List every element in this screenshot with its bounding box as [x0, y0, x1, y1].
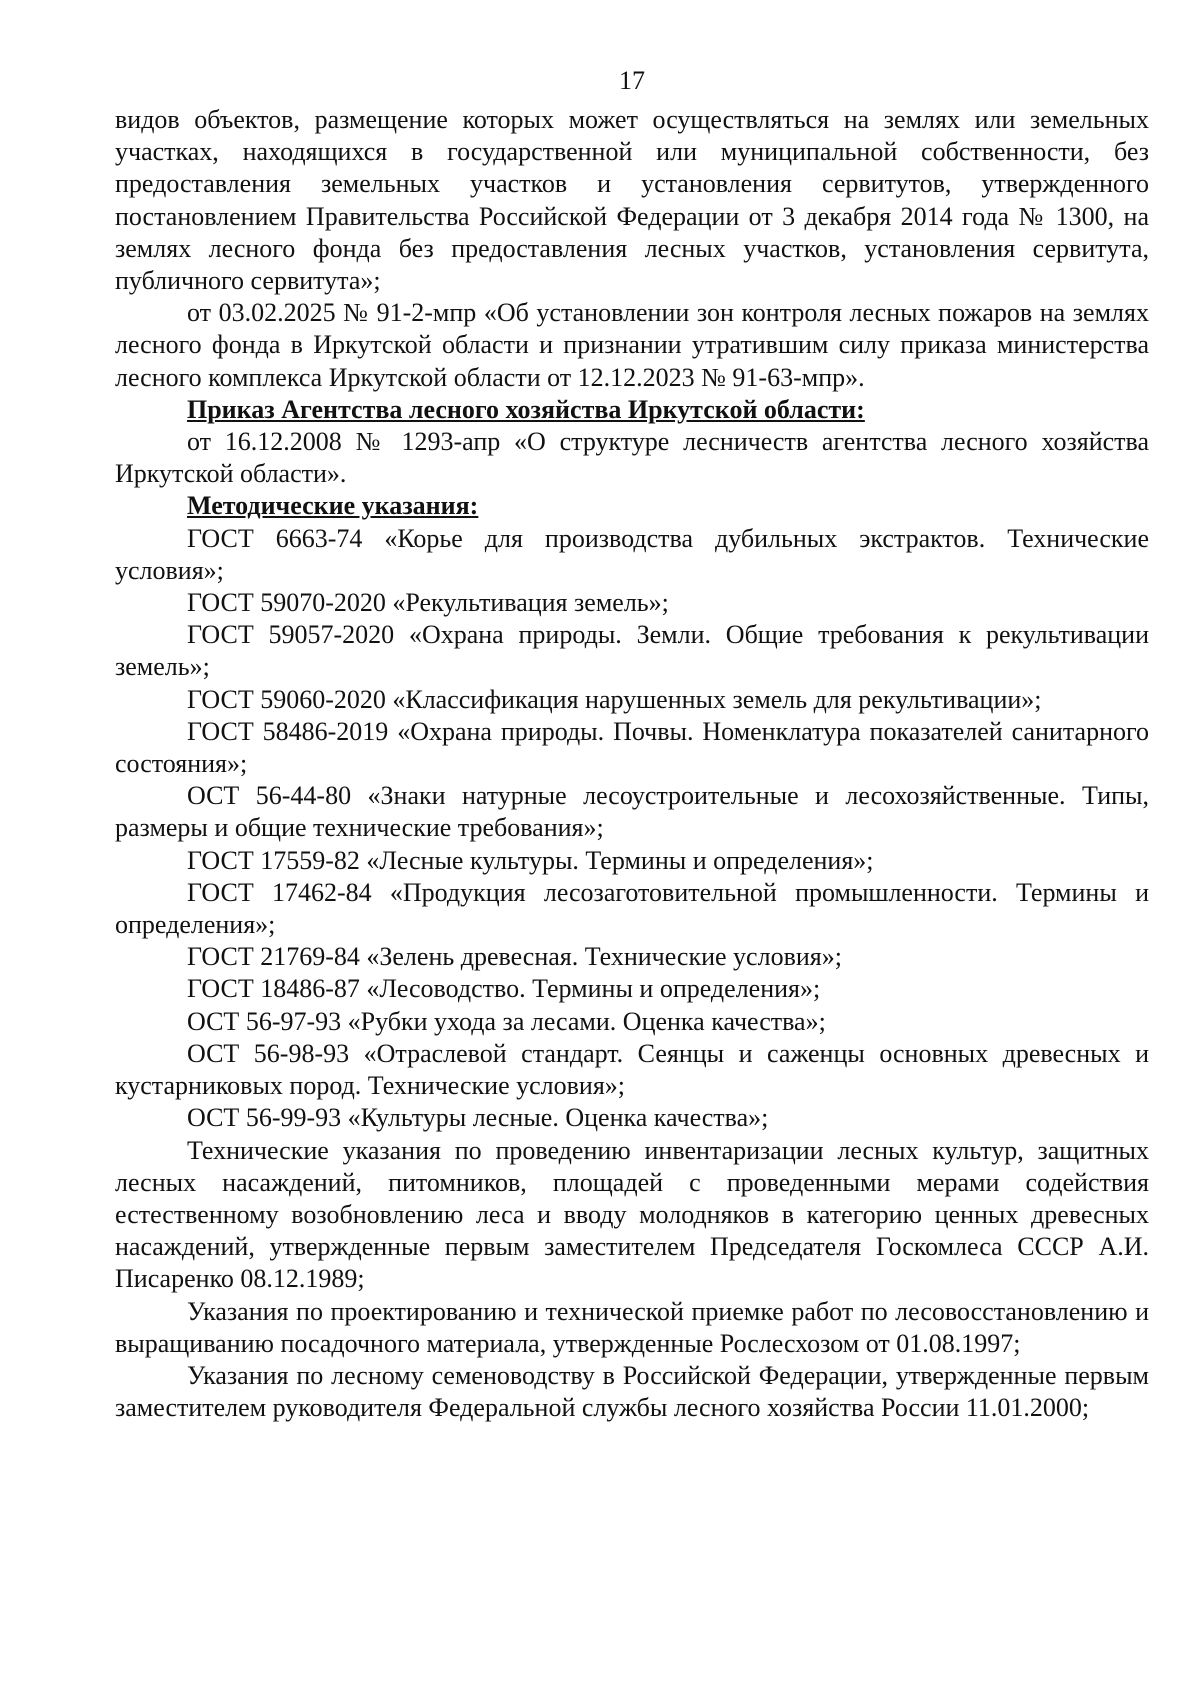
paragraph-continuation: видов объектов, размещение которых может осуществляться на землях или земельных участках, находящихся в государственной или муниципальной собственности, без предоставления земельных участков и установления сервитутов, утвержденного постановлением Правительства Российской Федерации от 3 декабря 2014 года № 1300, на землях лесного фонда без предоставления лесных участков, установления сервитута, публичного сервитута»;	[115, 105, 1149, 296]
list-item-standard: ОСТ 56-97-93 «Рубки ухода за лесами. Оценка качества»;	[187, 1006, 826, 1036]
list-item-standard: ГОСТ 17559-82 «Лесные культуры. Термины и определения»;	[187, 845, 874, 875]
list-item-standard: ГОСТ 17462-84 «Продукция лесозаготовительной промышленности. Термины и определения»;	[115, 877, 1149, 940]
section-heading-guidelines	[115, 490, 1149, 522]
list-item-standard: ГОСТ 6663-74 «Корье для производства дубильных экстрактов. Технические условия»;	[115, 523, 1149, 585]
heading-text: Методические указания:	[187, 491, 479, 521]
list-item-standard: ГОСТ 18486-87 «Лесоводство. Термины и определения»;	[187, 974, 821, 1004]
page-number: 17	[619, 66, 645, 95]
list-item-guideline: Технические указания по проведению инвентаризации лесных культур, защитных лесных насаждений, питомников, площадей с проведенными мерами содействия естественному возобновлению леса и вводу молодняков в категорию ценных древесных насаждений, утвержденные первым заместителем Председателя Госкомлеса СССР А.И. Писаренко 08.12.1989;	[115, 1135, 1149, 1294]
heading-text: Приказ Агентства лесного хозяйства Иркутской области:	[187, 394, 865, 424]
section-heading-agency-orders	[115, 394, 1149, 426]
list-item-standard: ОСТ 56-98-93 «Отраслевой стандарт. Сеянцы и саженцы основных древесных и кустарниковых пород. Технические условия»;	[115, 1038, 1149, 1101]
list-item-guideline: Указания по проектированию и технической приемке работ по лесовосстановлению и выращиванию посадочного материала, утвержденные Рослесхозом от 01.08.1997;	[115, 1296, 1149, 1358]
document-page	[115, 66, 1149, 1424]
paragraph-order-91-2: от 03.02.2025 № 91-2-мпр «Об установлении зон контроля лесных пожаров на землях лесного фонда в Иркутской области и признании утратившим силу приказа министерства лесного комплекса Иркутской области от 12.12.2023 № 91-63-мпр».	[115, 298, 1149, 392]
list-item-standard: ОСТ 56-44-80 «Знаки натурные лесоустроительные и лесохозяйственные. Типы, размеры и общие технические требования»;	[115, 781, 1149, 843]
list-item-guideline: Указания по лесному семеноводству в Российской Федерации, утвержденные первым заместителем руководителя Федеральной службы лесного хозяйства России 11.01.2000;	[115, 1360, 1149, 1423]
list-item-standard: ГОСТ 59060-2020 «Классификация нарушенных земель для рекультивации»;	[187, 684, 1042, 714]
list-item-standard: ОСТ 56-99-93 «Культуры лесные. Оценка качества»;	[187, 1103, 769, 1133]
list-item-standard: ГОСТ 59070-2020 «Рекультивация земель»;	[187, 588, 669, 618]
list-item-standard: ГОСТ 59057-2020 «Охрана природы. Земли. Общие требования к рекультивации земель»;	[115, 620, 1149, 682]
paragraph-order-1293: от 16.12.2008 № 1293-апр «О структуре лесничеств агентства лесного хозяйства Иркутской области».	[115, 427, 1149, 489]
list-item-standard: ГОСТ 58486-2019 «Охрана природы. Почвы. Номенклатура показателей санитарного состояния»;	[115, 716, 1149, 779]
list-item-standard: ГОСТ 21769-84 «Зелень древесная. Технические условия»;	[187, 942, 842, 972]
